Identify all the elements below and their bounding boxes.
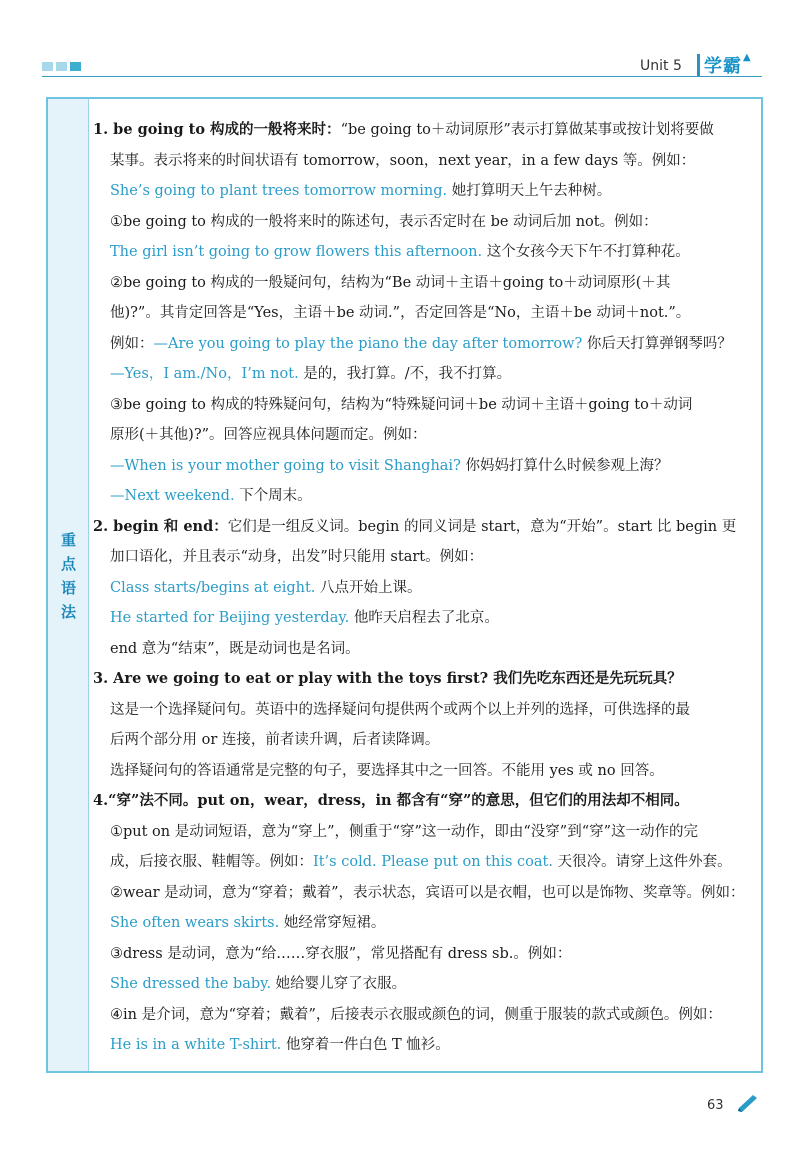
text-line: 选择疑问句的答语通常是完整的句子，要选择其中之一回答。不能用 yes 或 no 回答。 <box>110 762 664 779</box>
example-line: The girl isn’t going to grow flowers this afternoon. 这个女孩今天下午不打算种花。 <box>110 244 690 260</box>
text-line: 某事。表示将来的时间状语有 tomorrow，soon，next year，in a few days 等。例如： <box>110 152 696 169</box>
pencil-icon <box>735 1094 761 1114</box>
sidebar-title <box>48 531 89 621</box>
text-line: 后两个部分用 or 连接，前者读升调，后者读降调。 <box>110 732 440 748</box>
example-line: 成，后接衣服、鞋帽等。例如：It’s cold. Please put on this coat. 天很冷。请穿上这件外套。 <box>110 854 732 870</box>
brand-logo <box>697 52 751 78</box>
sidebar-char: 点 <box>60 555 76 573</box>
header-rule <box>42 76 762 77</box>
text-line: 他)?”。其肯定回答是“Yes，主语＋be 动词.”，否定回答是“No，主语＋be 动词＋not.”。 <box>110 305 691 321</box>
grammar-content <box>93 115 759 1061</box>
example-line: —Next weekend. 下个周末。 <box>110 488 312 504</box>
text-line: 加口语化，并且表示“动身，出发”时只能用 start。例如： <box>110 549 484 565</box>
example-line: —When is your mother going to visit Shanghai? 你妈妈打算什么时候参观上海？ <box>110 457 669 474</box>
text-line: ③dress 是动词，意为“给……穿衣服”，常见搭配有 dress sb.。例如： <box>110 945 572 962</box>
logo-bar <box>697 54 700 76</box>
header-decoration <box>42 62 81 71</box>
section-heading: 1. be going to 构成的一般将来时： <box>93 121 341 138</box>
graduation-cap-icon: ▲ <box>743 52 751 63</box>
example-line: 例如：—Are you going to play the piano the day after tomorrow? 你后天打算弹钢琴吗？ <box>110 335 732 352</box>
unit-label: Unit 5 <box>640 58 682 74</box>
example-line: She dressed the baby. 她给婴儿穿了衣服。 <box>110 976 407 992</box>
example-line: —Yes，I am./No，I’m not. 是的，我打算。/不，我不打算。 <box>110 366 512 382</box>
section-heading: 2. begin 和 end： <box>93 517 228 535</box>
text-line: 原形(＋其他)?”。回答应视具体问题而定。例如： <box>110 427 427 443</box>
sidebar <box>48 99 89 1071</box>
text-line: ①put on 是动词短语，意为“穿上”，侧重于“穿”这一动作，即由“没穿”到“穿”这一动作的完 <box>110 823 699 840</box>
text-line: ②wear 是动词，意为“穿着；戴着”，表示状态，宾语可以是衣帽，也可以是饰物、奖章等。例如： <box>110 884 745 901</box>
text-line: end 意为“结束”，既是动词也是名词。 <box>110 640 360 657</box>
text-line: ④in 是介词，意为“穿着；戴着”，后接表示衣服或颜色的词，侧重于服装的款式或颜色。例如： <box>110 1006 722 1023</box>
sidebar-char: 语 <box>60 579 76 597</box>
text-line: ②be going to 构成的一般疑问句，结构为“Be 动词＋主语＋going to＋动词原形(＋其 <box>110 274 671 291</box>
page-number: 63 <box>707 1098 724 1113</box>
example-line: She often wears skirts. 她经常穿短裙。 <box>110 915 386 931</box>
sidebar-char: 重 <box>60 531 76 549</box>
section-heading: 3. Are we going to eat or play with the toys first? 我们先吃东西还是先玩玩具？ <box>93 670 682 687</box>
example-line: She’s going to plant trees tomorrow morning. 她打算明天上午去种树。 <box>110 183 612 199</box>
text-line: 1. be going to 构成的一般将来时：“be going to＋动词原形”表示打算做某事或按计划将要做 <box>93 121 714 138</box>
text-line: 这是一个选择疑问句。英语中的选择疑问句提供两个或两个以上并列的选择，可供选择的最 <box>110 701 690 718</box>
text-line: 2. begin 和 end：它们是一组反义词。begin 的同义词是 start，意为“开始”。start 比 begin 更 <box>93 517 737 535</box>
text-line: ③be going to 构成的特殊疑问句，结构为“特殊疑问词＋be 动词＋主语＋going to＋动词 <box>110 396 693 413</box>
text-line: ①be going to 构成的一般将来时的陈述句，表示否定时在 be 动词后加 not。例如： <box>110 213 658 230</box>
content-frame <box>46 97 763 1073</box>
example-line: He is in a white T-shirt. 他穿着一件白色 T 恤衫。 <box>110 1037 450 1053</box>
section-heading: 4.“穿”法不同。put on，wear，dress，in 都含有“穿”的意思，但它们的用法却不相同。 <box>93 792 689 809</box>
sidebar-char: 法 <box>60 603 76 621</box>
example-line: Class starts/begins at eight. 八点开始上课。 <box>110 579 422 596</box>
logo-text: 学霸 <box>704 56 742 77</box>
example-line: He started for Beijing yesterday. 他昨天启程去了北京。 <box>110 610 499 626</box>
